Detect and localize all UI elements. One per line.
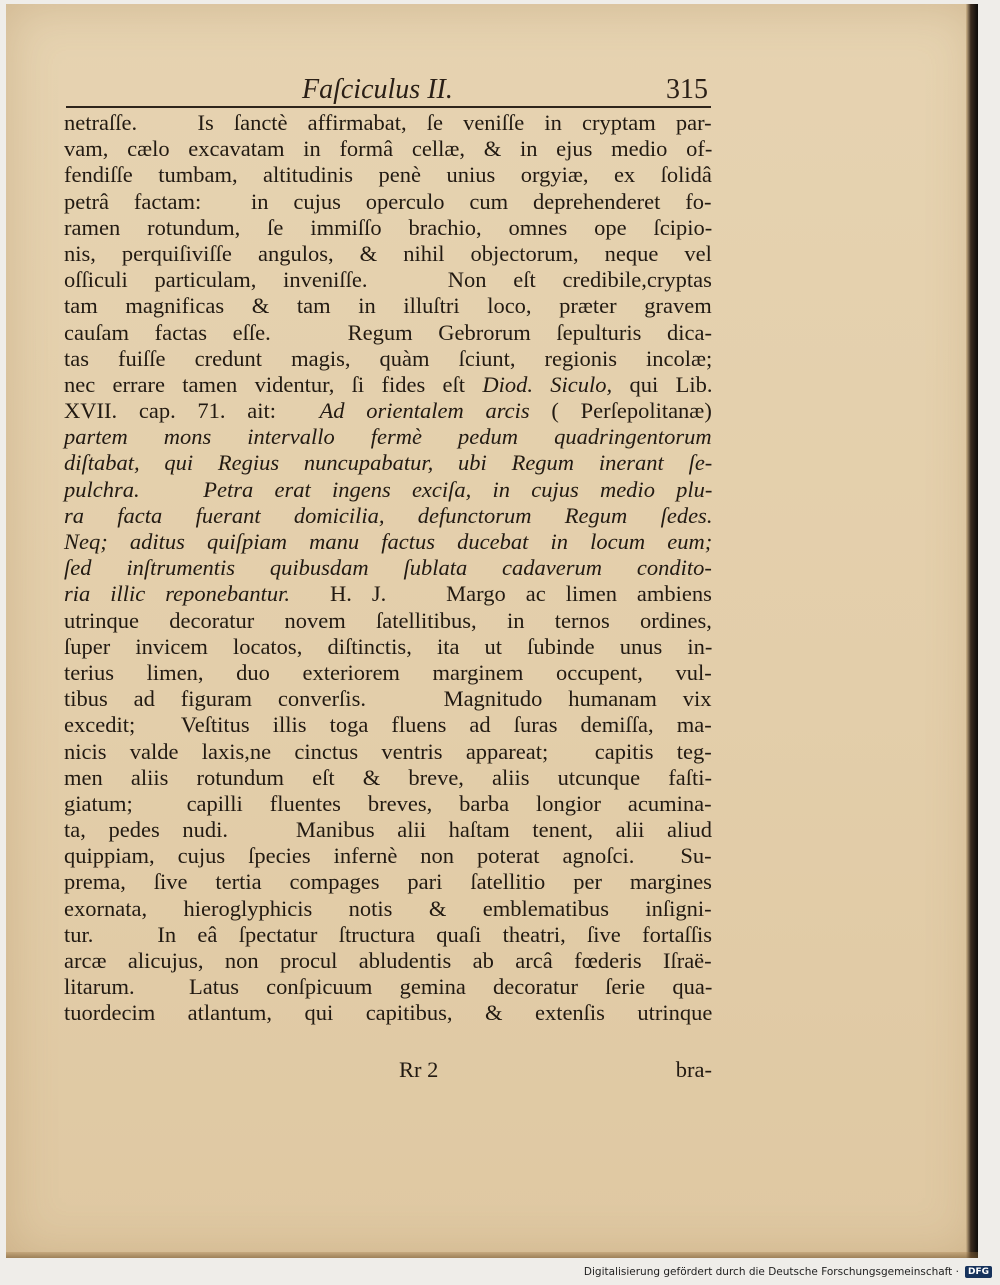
digitization-credit [584, 1263, 992, 1281]
text-segment: ta, pedes nudi. Manibus alii haſtam tenent, alii aliud [64, 817, 713, 843]
italic-text-segment: diſtabat, qui Regius nuncupabatur, ubi Regum inerant ſe- [64, 450, 713, 476]
text-line [64, 817, 712, 843]
text-line [64, 346, 712, 372]
text-segment: men aliis rotundum eſt & breve, aliis utcunque faſti- [64, 764, 713, 790]
text-segment: tibus ad figuram converſis. Magnitudo humanam vix [64, 686, 712, 712]
page-footer [64, 1057, 712, 1085]
italic-text-segment: Ad orientalem arcis [319, 398, 530, 424]
text-line [64, 372, 712, 398]
text-segment: nicis valde laxis,ne cinctus ventris appareat; capitis teg- [64, 738, 712, 764]
text-segment: exornata, hieroglyphicis notis & emblematibus inſigni- [64, 895, 712, 921]
text-line [64, 555, 712, 581]
text-segment: excedit; Veſtitus illis toga fluens ad ſuras demiſſa, ma- [64, 712, 712, 738]
text-line [64, 581, 712, 607]
italic-text-segment: partem mons intervallo fermè pedum quadringentorum [64, 424, 712, 450]
text-line [64, 896, 712, 922]
text-line [64, 293, 712, 319]
text-line [64, 477, 712, 503]
text-segment: netraſſe. Is ſanctè affirmabat, ſe veniſſe in cryptam par- [64, 110, 712, 135]
text-segment: tuordecim atlantum, qui capitibus, & extenſis utrinque [64, 1000, 713, 1026]
text-segment: arcæ alicujus, non procul abludentis ab arcâ fœderis Iſraë- [64, 948, 712, 973]
signature-mark: Rr 2 [399, 1057, 439, 1082]
text-line [64, 974, 712, 1000]
text-line [64, 320, 712, 346]
text-segment: quippiam, cujus ſpecies infernè non poterat agnoſci. Su- [64, 843, 712, 869]
text-line [64, 503, 712, 529]
text-segment: tam magnificas & tam in illuſtri loco, præter gravem [64, 293, 712, 319]
text-line [64, 765, 712, 791]
text-line [64, 241, 712, 267]
text-segment: fendiſſe tumbam, altitudinis penè unius orgyiæ, ex ſolidâ [64, 162, 712, 188]
text-line [64, 869, 712, 895]
text-segment: qui Lib. [612, 371, 713, 397]
page-bottom-edge [6, 1252, 978, 1258]
body-text [64, 110, 712, 1027]
italic-text-segment: ſed inſtrumentis quibusdam ſublata cadaverum condito- [64, 555, 712, 581]
text-line [64, 189, 712, 215]
italic-text-segment: Neq; aditus quiſpiam manu factus ducebat in locum eum; [64, 529, 713, 554]
text-line [64, 424, 712, 450]
text-line [64, 267, 712, 293]
text-line [64, 948, 712, 974]
header-rule [66, 106, 711, 108]
credit-text: Digitalisierung gefördert durch die Deutsche Forschungsgemeinschaft · [583, 1266, 959, 1278]
text-line [64, 136, 712, 162]
book-page [6, 4, 978, 1258]
text-segment: XVII. cap. 71. ait: [64, 398, 320, 424]
text-line [64, 608, 712, 634]
catchword: bra- [675, 1057, 712, 1082]
text-line [64, 215, 712, 241]
text-line [64, 110, 712, 136]
text-line [64, 686, 712, 712]
text-line [64, 529, 712, 555]
text-segment: giatum; capilli fluentes breves, barba longior acumina- [64, 790, 712, 816]
text-line [64, 162, 712, 188]
text-line [64, 1000, 712, 1026]
text-segment: prema, ſive tertia compages pari ſatellitio per margines [64, 869, 712, 895]
text-segment: utrinque decoratur novem ſatellitibus, in ternos ordines, [64, 607, 712, 633]
text-line [64, 712, 712, 738]
text-segment: nec errare tamen videntur, ſi fides eſt [64, 371, 483, 397]
page-number: 315 [666, 74, 708, 105]
text-segment: oſſiculi particulam, inveniſſe. Non eſt credibile,cryptas [64, 267, 712, 293]
text-line [64, 660, 712, 686]
text-segment: tas fuiſſe credunt magis, quàm ſciunt, regionis incolæ; [64, 345, 713, 371]
running-title: Faſciculus II. [302, 74, 453, 105]
italic-text-segment: pulchra. Petra erat ingens exciſa, in cujus medio plu- [64, 476, 713, 502]
page-edge-shadow [966, 4, 978, 1258]
text-segment: litarum. Latus conſpicuum gemina decoratur ſerie qua- [64, 974, 713, 1000]
text-line [64, 450, 712, 476]
italic-text-segment: ra facta fuerant domicilia, defunctorum Regum ſedes. [64, 502, 713, 528]
text-line [64, 398, 712, 424]
italic-text-segment: ria illic reponebantur. [64, 581, 291, 607]
text-line [64, 739, 712, 765]
text-segment: H. J. Margo ac limen ambiens [290, 581, 712, 607]
text-segment: cauſam factas eſſe. Regum Gebrorum ſepulturis dica- [64, 319, 712, 345]
text-segment: ramen rotundum, ſe immiſſo brachio, omnes ope ſcipio- [64, 214, 713, 240]
text-segment: tur. In eâ ſpectatur ſtructura quaſi theatri, ſive fortaſſis [64, 921, 713, 947]
text-line [64, 791, 712, 817]
text-line [64, 843, 712, 869]
text-segment: vam, cælo excavatam in formâ cellæ, & in ejus medio of- [64, 136, 713, 162]
text-segment: petrâ factam: in cujus operculo cum deprehenderet fo- [64, 188, 712, 214]
text-segment: nis, perquiſiviſſe angulos, & nihil objectorum, neque vel [64, 240, 712, 266]
text-segment: ( Perſepolitanæ) [529, 398, 712, 424]
text-segment: ſuper invicem locatos, diſtinctis, ita ut ſubinde unus in- [64, 633, 713, 659]
italic-text-segment: Diod. Siculo, [482, 371, 613, 397]
text-line [64, 922, 712, 948]
dfg-logo: DFG [965, 1266, 992, 1278]
text-line [64, 634, 712, 660]
text-segment: terius limen, duo exteriorem marginem occupent, vul- [64, 659, 712, 685]
running-head [62, 74, 712, 108]
